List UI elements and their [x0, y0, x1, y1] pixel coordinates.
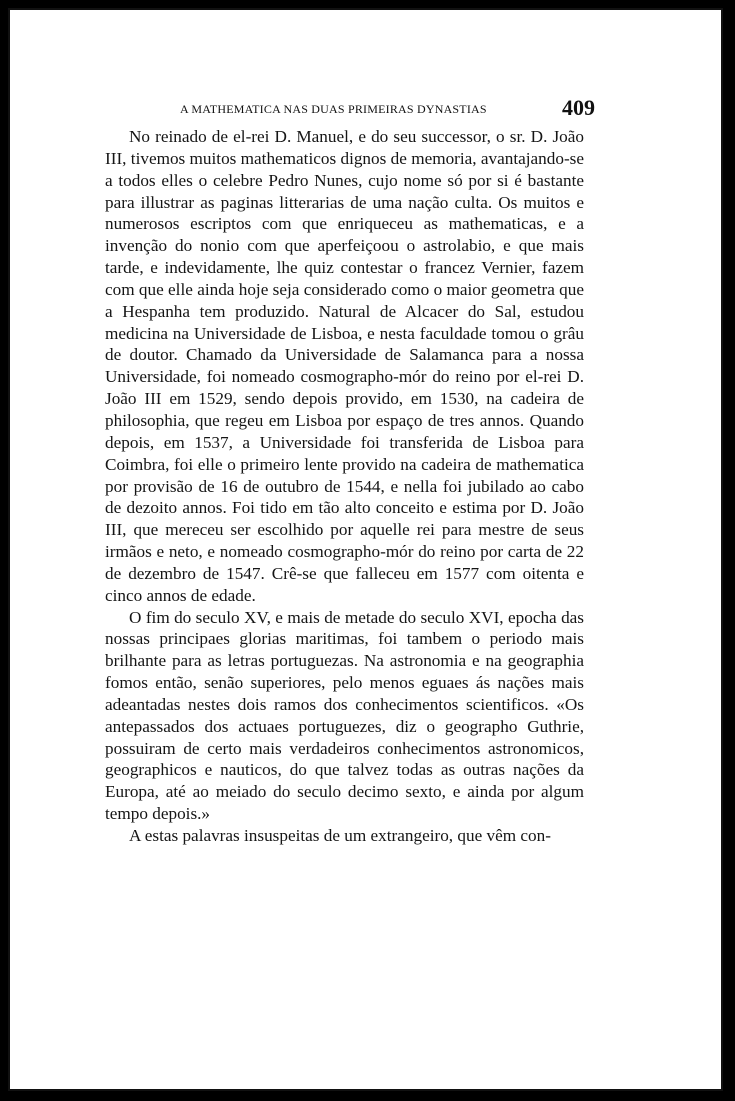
page-body: [105, 126, 584, 847]
paragraph-pedro-nunes: No reinado de el-rei D. Manuel, e do seu successor, o sr. D. João III, tivemos muitos mathematicos dignos de memoria, avantajando-se a todos elles o celebre Pedro Nunes, cujo nome só por si é bastante para illustrar as paginas litterarias de uma nação culta. Os muitos e numerosos escriptos com que enriqueceu as mathematicas, e a invenção do nonio com que aperfeiçoou o astrolabio, e que mais tarde, e indevidamente, lhe quiz contestar o francez Vernier, fazem com que elle ainda hoje seja considerado como o maior geometra que a Hespanha tem produzido. Natural de Alcacer do Sal, estudou medicina na Universidade de Lisboa, e nesta faculdade tomou o grâu de doutor. Chamado da Universidade de Salamanca para a nossa Universidade, foi nomeado cosmographo-mór do reino por el-rei D. João III em 1529, sendo depois provido, em 1530, na cadeira de philosophia, que regeu em Lisboa por espaço de tres annos. Quando depois, em 1537, a Universidade foi transferida de Lisboa para Coimbra, foi elle o primeiro lente provido na cadeira de mathematica por provisão de 16 de outubro de 1544, e nella foi jubilado ao cabo de dezoito annos. Foi tido em tão alto conceito e estima por D. João III, que mereceu ser escolhido por aquelle rei para mestre de seus irmãos e neto, e nomeado cosmographo-mór do reino por carta de 22 de dezembro de 1547. Crê-se que falleceu em 1577 com oitenta e cinco annos de edade.: [105, 127, 584, 605]
page-number: 409: [562, 95, 595, 120]
page-header: [114, 95, 595, 121]
running-title: A MATHEMATICA NAS DUAS PRIMEIRAS DYNASTIAS: [180, 102, 487, 116]
paragraph-seculo-xv: O fim do seculo XV, e mais de metade do seculo XVI, epocha das nossas principaes glorias maritimas, foi tambem o periodo mais brilhante para as letras portuguezas. Na astronomia e na geographia fomos então, senão superiores, pelo menos eguaes ás nações mais adeantadas nestes dois ramos dos conhecimentos scientificos. «Os antepassados dos actuaes portuguezes, diz o geographo Guthrie, possuiram de certo mais verdadeiros conhecimentos astronomicos, geographicos e nauticos, do que talvez todas as outras nações da Europa, até ao meiado do seculo decimo sexto, e ainda por algum tempo depois.»: [105, 607, 584, 824]
paragraph-continuation: A estas palavras insuspeitas de um extrangeiro, que vêm con-: [129, 826, 551, 845]
